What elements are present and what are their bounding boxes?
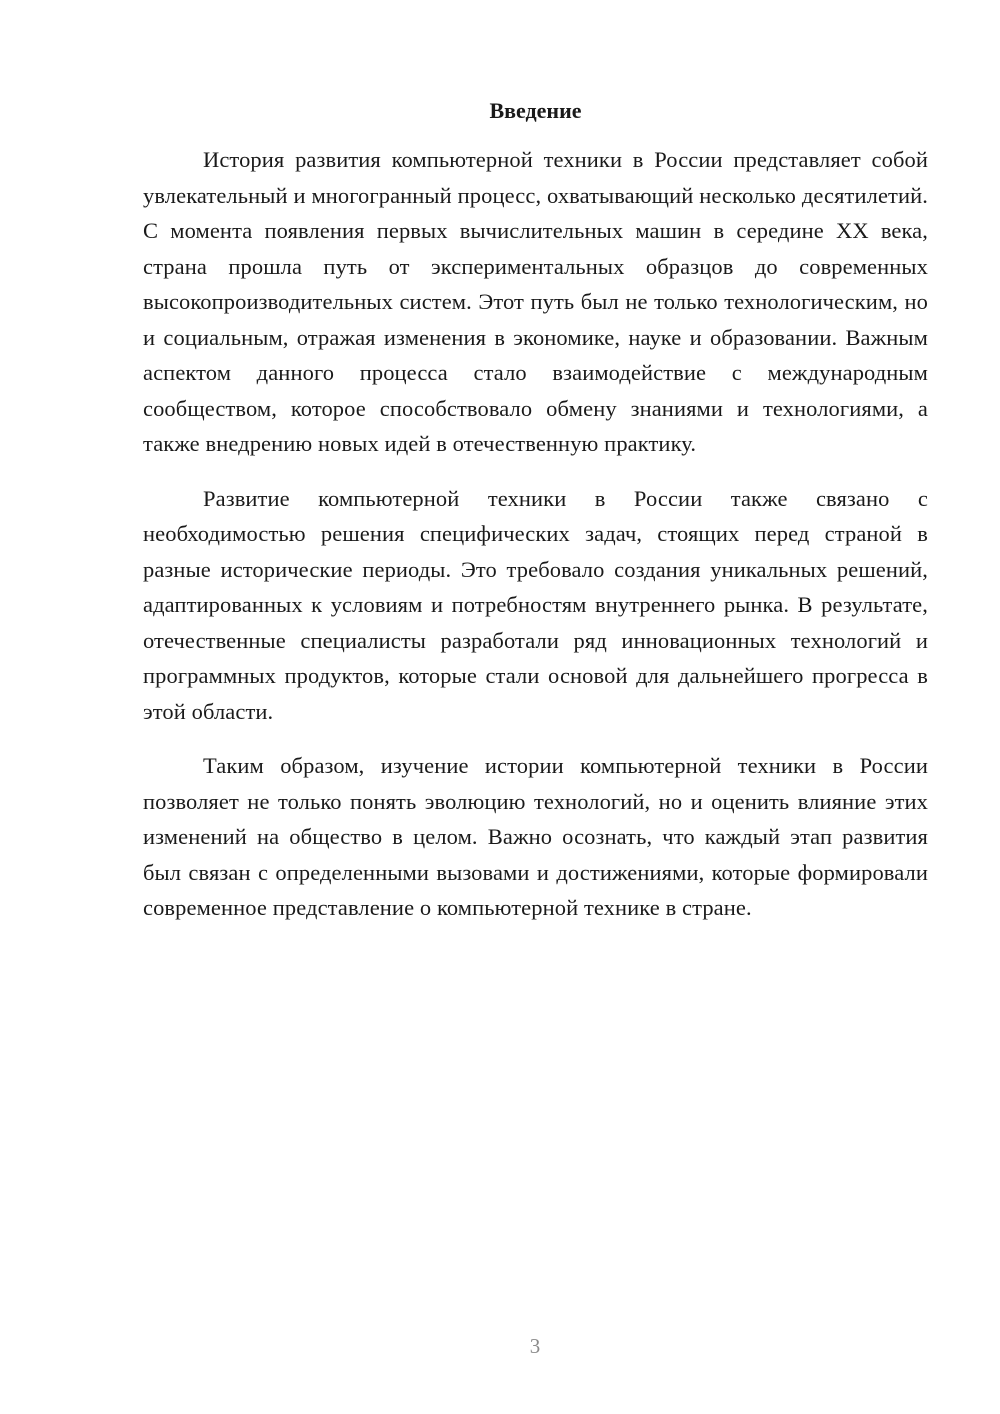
paragraph-1: История развития компьютерной техники в России представляет собой увлекательный и многогранный процесс, охватывающий несколько десятилетий. С момента появления первых вычислительных машин в середине XX века, страна прошла путь от экспериментальных образцов до современных высокопроизводительных систем. Этот путь был не только технологическим, но и социальным, отражая изменения в экономике, науке и образовании. Важным аспектом данного процесса стало взаимодействие с международным сообществом, которое способствовало обмену знаниями и технологиями, а также внедрению новых идей в отечественную практику. — [143, 147, 928, 456]
body-text — [143, 142, 928, 945]
paragraph-2: Развитие компьютерной техники в России также связано с необходимостью решения специфических задач, стоящих перед страной в разные исторические периоды. Это требовало создания уникальных решений, адаптированных к условиям и потребностям внутреннего рынка. В результате, отечественные специалисты разработали ряд инновационных технологий и программных продуктов, которые стали основой для дальнейшего прогресса в этой области. — [143, 485, 928, 724]
section-heading: Введение — [489, 98, 582, 123]
paragraph-3: Таким образом, изучение истории компьютерной техники в России позволяет не только понять эволюцию технологий, но и оценить влияние этих изменений на общество в целом. Важно осознать, что каждый этап развития был связан с определенными вызовами и достижениями, которые формировали современное представление о компьютерной технике в стране. — [143, 753, 928, 920]
page-number: 3 — [529, 1334, 541, 1358]
